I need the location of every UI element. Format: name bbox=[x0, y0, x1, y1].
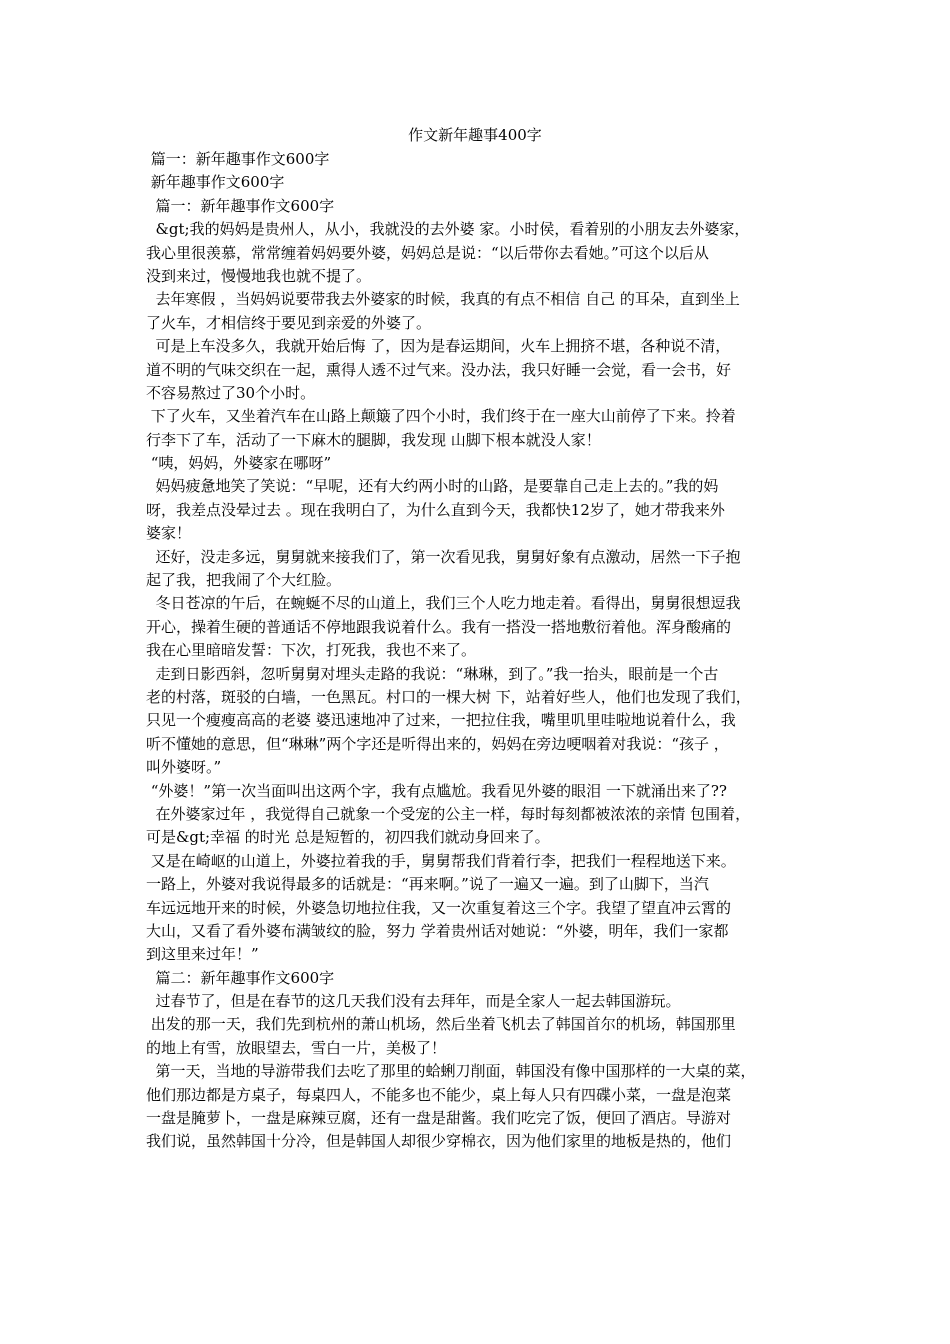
text-line: 在外婆家过年 ，我觉得自己就象一个受宠的公主一样，每时每刻都被浓浓的亲情 包围着， bbox=[146, 804, 751, 823]
text-line: 呀，我差点没晕过去 。现在我明白了，为什么直到今天，我都快12岁了，她才带我来外 bbox=[146, 500, 725, 519]
text-line: 走到日影西斜，忽听舅舅对埋头走路的我说：“琳琳，到了。”我一抬头，眼前是一个古 bbox=[146, 664, 719, 683]
text-line: 起了我，把我闹了个大红脸。 bbox=[146, 571, 342, 590]
text-line: 下了火车，又坐着汽车在山路上颠簸了四个小时，我们终于在一座大山前停了下来。拎着 bbox=[146, 407, 736, 426]
text-line: 我们说，虽然韩国十分冷，但是韩国人却很少穿棉衣，因为他们家里的地板是热的，他们 bbox=[146, 1132, 732, 1151]
text-line: 我心里很羡慕，常常缠着妈妈要外婆，妈妈总是说：“以后带你去看她。”可这个以后从 bbox=[146, 243, 709, 262]
text-line: 去年寒假 ，当妈妈说要带我去外婆家的时候，我真的有点不相信 自己 的耳朵，直到坐上 bbox=[146, 290, 740, 309]
text-line: 第一天，当地的导游带我们去吃了那里的蛤蜊刀削面，韩国没有像中国那样的一大桌的菜， bbox=[146, 1062, 756, 1081]
text-line: 篇二：新年趣事作文600字 bbox=[146, 968, 335, 987]
text-line: 妈妈疲惫地笑了笑说：“早呢，还有大约两小时的山路，是要靠自己走上去的。”我的妈 bbox=[146, 477, 719, 496]
text-line: 没到来过，慢慢地我也就不提了。 bbox=[146, 266, 372, 285]
text-line: 行李下了车，活动了一下麻木的腿脚，我发现 山脚下根本就没人家！ bbox=[146, 430, 601, 449]
text-line: 又是在崎岖的山道上，外婆拉着我的手，舅舅帮我们背着行李，把我们一程程地送下来。 bbox=[146, 851, 736, 870]
text-line: 听不懂她的意思，但“琳琳”两个字还是听得出来的，妈妈在旁边哽咽着对我说：“孩子 ， bbox=[146, 734, 729, 753]
text-line: 出发的那一天，我们先到杭州的萧山机场，然后坐着飞机去了韩国首尔的机场，韩国那里 bbox=[146, 1015, 736, 1034]
text-line: 过春节了，但是在春节的这几天我们没有去拜年，而是全家人一起去韩国游玩。 bbox=[146, 992, 681, 1011]
text-line: 新年趣事作文600字 bbox=[146, 173, 285, 192]
text-line: 可是上车没多久，我就开始后悔 了，因为是春运期间，火车上拥挤不堪，各种说不清， bbox=[146, 337, 731, 356]
text-line: 大山，又看了看外婆布满皱纹的脸，努力 学着贵州话对她说：“外婆，明年，我们一家都 bbox=[146, 921, 729, 940]
text-line: 还好，没走多远，舅舅就来接我们了，第一次看见我，舅舅好象有点激动，居然一下子抱 bbox=[146, 547, 741, 566]
text-line: 一盘是腌萝卜，一盘是麻辣豆腐，还有一盘是甜酱。我们吃完了饭，便回了酒店。导游对 bbox=[146, 1109, 732, 1128]
text-line: 叫外婆呀。” bbox=[146, 758, 222, 777]
text-line: 开心，操着生硬的普通话不停地跟我说着什么。我有一搭没一搭地敷衍着他。浑身酸痛的 bbox=[146, 617, 732, 636]
text-line: 我在心里暗暗发誓：下次，打死我，我也不来了。 bbox=[146, 641, 477, 660]
text-line: 可是&gt;幸福 的时光 总是短暂的，初四我们就动身回来了。 bbox=[146, 828, 550, 847]
text-line: 的地上有雪，放眼望去，雪白一片，美极了！ bbox=[146, 1038, 447, 1057]
text-line: 他们那边都是方桌子，每桌四人，不能多也不能少，桌上每人只有四碟小菜，一盘是泡菜 bbox=[146, 1085, 732, 1104]
text-line: 篇一：新年趣事作文600字 bbox=[146, 196, 335, 215]
text-line: 婆家！ bbox=[146, 524, 192, 543]
text-line: 不容易熬过了30个小时。 bbox=[146, 383, 316, 402]
text-line: 道不明的气味交织在一起，熏得人透不过气来。没办法，我只好睡一会觉，看一会书，好 bbox=[146, 360, 732, 379]
text-line: 只见一个瘦瘦高高的老婆 婆迅速地冲了过来，一把拉住我，嘴里叽里哇啦地说着什么，我 bbox=[146, 711, 736, 730]
text-line: 了火车，才相信终于要见到亲爱的外婆了。 bbox=[146, 313, 432, 332]
text-line: 到这里来过年！” bbox=[146, 945, 259, 964]
text-line: 老的村落，斑驳的白墙，一色黑瓦。村口的一棵大树 下，站着好些人，他们也发现了我们， bbox=[146, 687, 751, 706]
text-line: 冬日苍凉的午后，在蜿蜒不尽的山道上，我们三个人吃力地走着。看得出，舅舅很想逗我 bbox=[146, 594, 741, 613]
text-line: 一路上，外婆对我说得最多的话就是：“再来啊。”说了一遍又一遍。到了山脚下，当汽 bbox=[146, 875, 709, 894]
document-title: 作文新年趣事400字 bbox=[408, 126, 542, 144]
text-line: “咦，妈妈，外婆家在哪呀” bbox=[146, 454, 332, 473]
text-line: “外婆！”第一次当面叫出这两个字，我有点尴尬。我看见外婆的眼泪 一下就涌出来了?? bbox=[146, 781, 727, 800]
text-line: 车远远地开来的时候，外婆急切地拉住我，又一次重复着这三个字。我望了望直冲云霄的 bbox=[146, 898, 732, 917]
text-line: &gt;我的妈妈是贵州人，从小，我就没的去外婆 家。小时侯，看着别的小朋友去外婆家， bbox=[146, 220, 750, 239]
document-body bbox=[146, 148, 820, 1154]
text-line: 篇一：新年趣事作文600字 bbox=[146, 150, 330, 168]
